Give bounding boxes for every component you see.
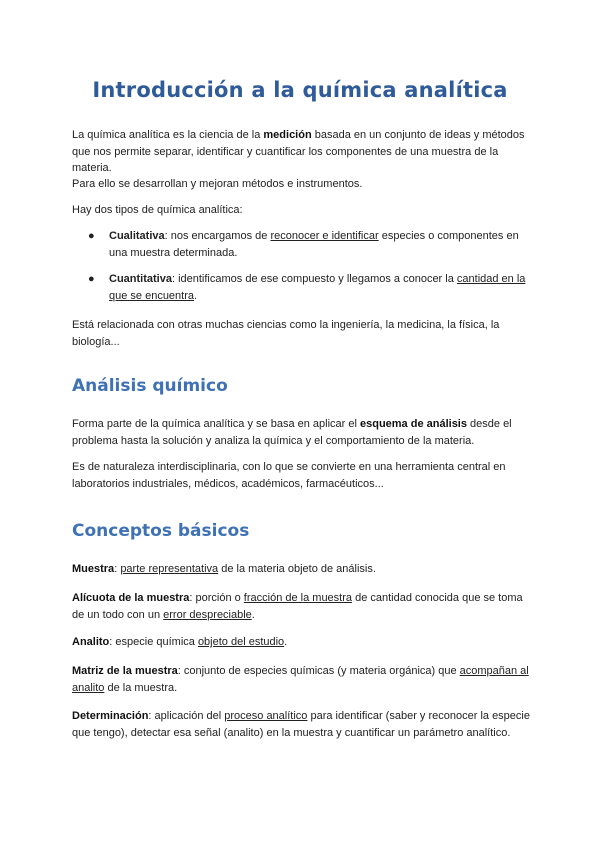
underlined-text: cantidad en la que se encuentra: [109, 273, 526, 302]
section-heading-conceptos: Conceptos básicos: [72, 521, 250, 541]
text: basada en un conjunto de ideas y métodos que nos permite separar, identificar y cuantificar los componentes de una muestra de la materia.: [72, 129, 525, 174]
bold-term: Muestra: [72, 563, 115, 575]
bold-term: Cuantitativa: [109, 273, 172, 285]
bullet-icon: ●: [88, 273, 95, 285]
text: para identificar (saber y reconocer la especie que tengo), detectar esa señal (analito) en la muestra y cuantificar un parámetro analítico.: [72, 710, 530, 739]
intro-paragraph-3: Hay dos tipos de química analítica:: [72, 204, 243, 216]
text: : conjunto de especies químicas (y materia orgánica) que: [177, 665, 460, 677]
underlined-text: reconocer e identificar: [270, 230, 379, 242]
text: : identificamos de ese compuesto y llegamos a conocer la: [171, 273, 457, 285]
text: Forma parte de la química analítica y se basa en aplicar el: [72, 418, 360, 430]
text: :: [114, 563, 121, 575]
text: : porción o: [189, 592, 244, 604]
text: especies o componentes en una muestra determinada.: [109, 230, 519, 259]
concept-matriz: [72, 663, 532, 696]
related-paragraph: Está relacionada con otras muchas ciencias como la ingeniería, la medicina, la física, la biología...: [72, 319, 500, 348]
list-item-cualitativa: [90, 228, 530, 261]
text: La química analítica es la ciencia de la: [72, 129, 264, 141]
intro-paragraph-1: [72, 127, 532, 177]
concept-muestra: [72, 561, 532, 578]
analisis-paragraph-1: [72, 416, 532, 449]
concept-alicuota: [72, 590, 532, 623]
bold-term: Matriz de la muestra: [72, 665, 178, 677]
underlined-text: proceso analítico: [224, 710, 308, 722]
text: .: [251, 608, 255, 621]
underlined-text: parte representativa: [120, 563, 219, 575]
text: .: [284, 636, 288, 648]
bold-term: Cualitativa: [109, 230, 165, 242]
text: : aplicación del: [148, 710, 225, 722]
bold-term: esquema de análisis: [359, 418, 467, 430]
bullet-icon: ●: [88, 230, 95, 242]
intro-paragraph-2: Para ello se desarrollan y mejoran métodos e instrumentos.: [72, 178, 363, 190]
underlined-text: objeto del estudio: [197, 636, 285, 648]
underlined-text: acompañan al analito: [72, 665, 529, 694]
text: de cantidad conocida que se toma de un todo con un: [72, 592, 523, 621]
concept-determinacion: [72, 708, 532, 741]
list-item-cuantitativa: [90, 271, 530, 304]
concept-analito: [72, 634, 532, 651]
bold-term: Analito: [72, 636, 110, 648]
bold-term: Determinación: [72, 710, 149, 722]
text: de la materia objeto de análisis.: [218, 563, 376, 575]
text: de la muestra.: [104, 681, 178, 694]
bold-term: Alícuota de la muestra: [72, 592, 190, 604]
underlined-text: error despreciable: [163, 608, 252, 621]
text: desde el problema hasta la solución y analiza la química y el comportamiento de la materia.: [72, 418, 512, 447]
text: .: [194, 289, 198, 302]
section-heading-analisis: Análisis químico: [72, 376, 228, 396]
page-title: Introducción a la química analítica: [92, 78, 508, 102]
analisis-paragraph-2: Es de naturaleza interdisciplinaria, con lo que se convierte en una herramienta central en laboratorios industriales, médicos, académicos, farmacéuticos...: [72, 461, 506, 490]
bold-term: medición: [263, 129, 312, 141]
text: : nos encargamos de: [164, 230, 271, 242]
text: : especie química: [109, 636, 198, 648]
underlined-text: fracción de la muestra: [243, 592, 353, 604]
